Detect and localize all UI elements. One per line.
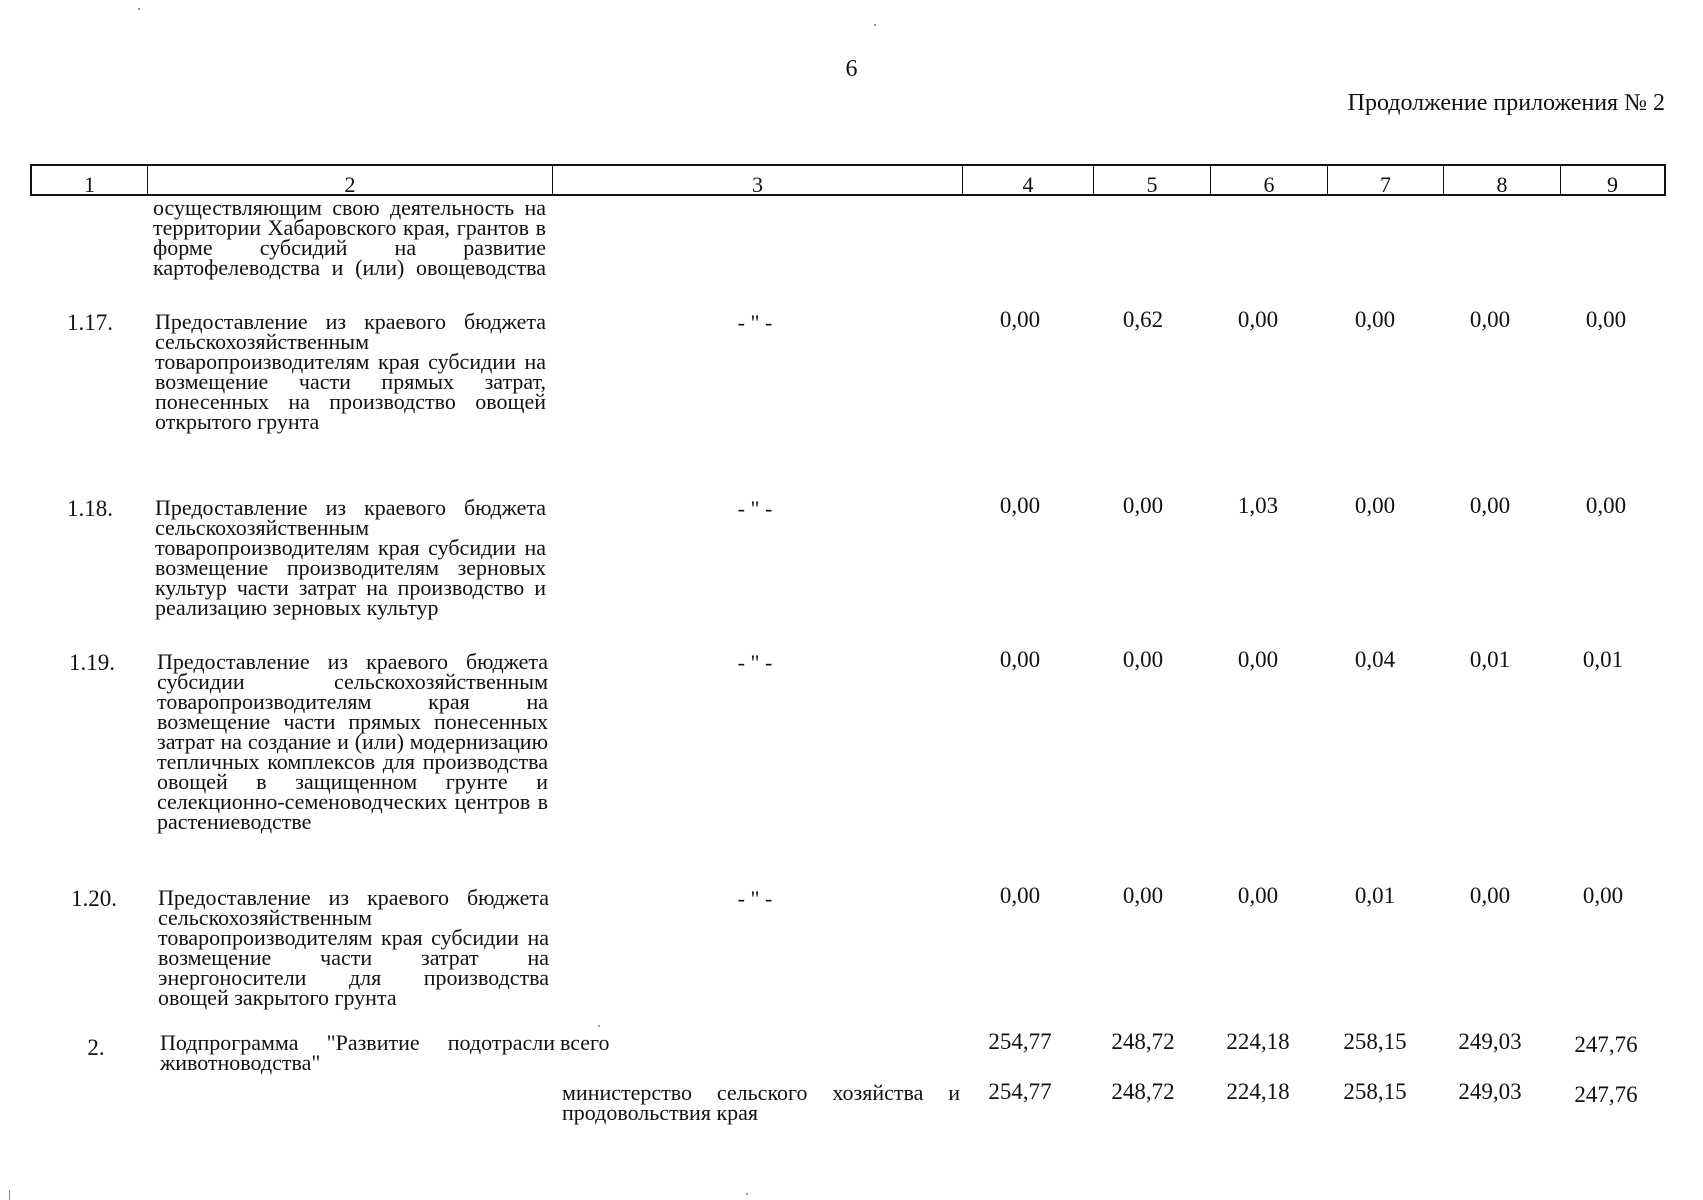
value-col-4: 0,00 [999,307,1041,332]
value-col-4: 0,00 [999,493,1041,518]
value-col-5: 0,00 [1122,493,1164,518]
value-col-5: 0,00 [1122,647,1164,672]
value-col-6: 1,03 [1237,493,1279,518]
value-col-7: 0,04 [1354,647,1396,672]
value-col-8: 0,00 [1469,307,1511,332]
responsible-ditto: - " - [737,496,773,521]
header-col-7: 7 [1327,166,1443,194]
value-col-6: 0,00 [1237,307,1279,332]
row-description: Предоставление из краевого бюджета сельскохозяйственным товаропроизводителям края субсидии на возмещение части затрат на энергоносители для производства овощей закрытого грунта [158,885,549,1010]
row-number: 1.17. [67,310,113,335]
row-description: Предоставление из краевого бюджета сельскохозяйственным товаропроизводителям края субсидии на возмещение части прямых затрат, понесенных на производство овощей открытого грунта [155,309,546,434]
value-col-8: 0,00 [1469,883,1511,908]
responsible-ministry: министерство сельского хозяйства и продовольствия края [562,1080,960,1125]
header-col-9: 9 [1560,166,1664,194]
row-description: Предоставление из краевого бюджета субсидии сельскохозяйственным товаропроизводителям края на возмещение части прямых понесенных затрат на создание и (или) модернизацию тепличных комплексов для производства овощей в защищенном грунте и селекционно-семеноводческих центров в растениеводстве [157,649,548,834]
header-col-1: 1 [84,172,95,197]
table-header-row [30,164,1666,196]
header-col-4: 4 [962,166,1093,194]
responsible-ditto: - " - [737,886,773,911]
scan-edge-mark [9,1190,10,1200]
page-number: 6 [845,56,858,82]
value-col-9: 0,00 [1585,493,1627,518]
row-number: 1.19. [69,650,115,675]
value-col-4: 254,77 [988,1029,1052,1054]
value-col-4: 0,00 [999,883,1041,908]
value-col-5: 0,62 [1122,307,1164,332]
appendix-title: Продолжение приложения № 2 [1347,90,1665,116]
value-col-9: 247,76 [1574,1032,1638,1057]
value-col-6: 224,18 [1226,1079,1290,1104]
value-col-8: 0,01 [1469,647,1511,672]
row-number: 1.20. [71,886,117,911]
header-col-2: 2 [147,166,552,194]
value-col-6: 0,00 [1237,647,1279,672]
value-col-7: 0,01 [1354,883,1396,908]
row-description: Предоставление из краевого бюджета сельскохозяйственным товаропроизводителям края субсидии на возмещение производителям зерновых культур части затрат на производство и реализацию зерновых культур [155,495,546,620]
value-col-5: 248,72 [1111,1079,1175,1104]
value-col-6: 0,00 [1237,883,1279,908]
responsible-ditto: - " - [737,310,773,335]
value-col-7: 0,00 [1354,493,1396,518]
header-col-5: 5 [1093,166,1210,194]
row-number: 1.18. [67,496,113,521]
value-col-9: 247,76 [1574,1082,1638,1107]
value-col-9: 0,01 [1582,647,1624,672]
scan-speck [746,1193,748,1195]
scan-speck [874,24,876,26]
responsible-total: всего [560,1030,610,1055]
value-col-4: 0,00 [999,647,1041,672]
scan-speck [598,1025,600,1027]
value-col-9: 0,00 [1582,883,1624,908]
scan-speck [138,8,140,10]
value-col-5: 248,72 [1111,1029,1175,1054]
value-col-4: 254,77 [988,1079,1052,1104]
value-col-8: 249,03 [1458,1079,1522,1104]
responsible-ditto: - " - [737,650,773,675]
value-col-8: 0,00 [1469,493,1511,518]
value-col-8: 249,03 [1458,1029,1522,1054]
value-col-9: 0,00 [1585,307,1627,332]
row-description: Подпрограмма "Развитие подотрасли животноводства" [160,1030,555,1075]
continuation-text: осуществляющим свою деятельность на территории Хабаровского края, грантов в форме субсидий на развитие картофелеводства и (или) овощеводства [153,195,546,280]
value-col-7: 258,15 [1343,1029,1407,1054]
value-col-5: 0,00 [1122,883,1164,908]
value-col-6: 224,18 [1226,1029,1290,1054]
header-col-8: 8 [1443,166,1560,194]
header-col-3: 3 [552,166,962,194]
header-col-6: 6 [1210,166,1327,194]
value-col-7: 0,00 [1354,307,1396,332]
row-number: 2. [87,1035,105,1060]
value-col-7: 258,15 [1343,1079,1407,1104]
